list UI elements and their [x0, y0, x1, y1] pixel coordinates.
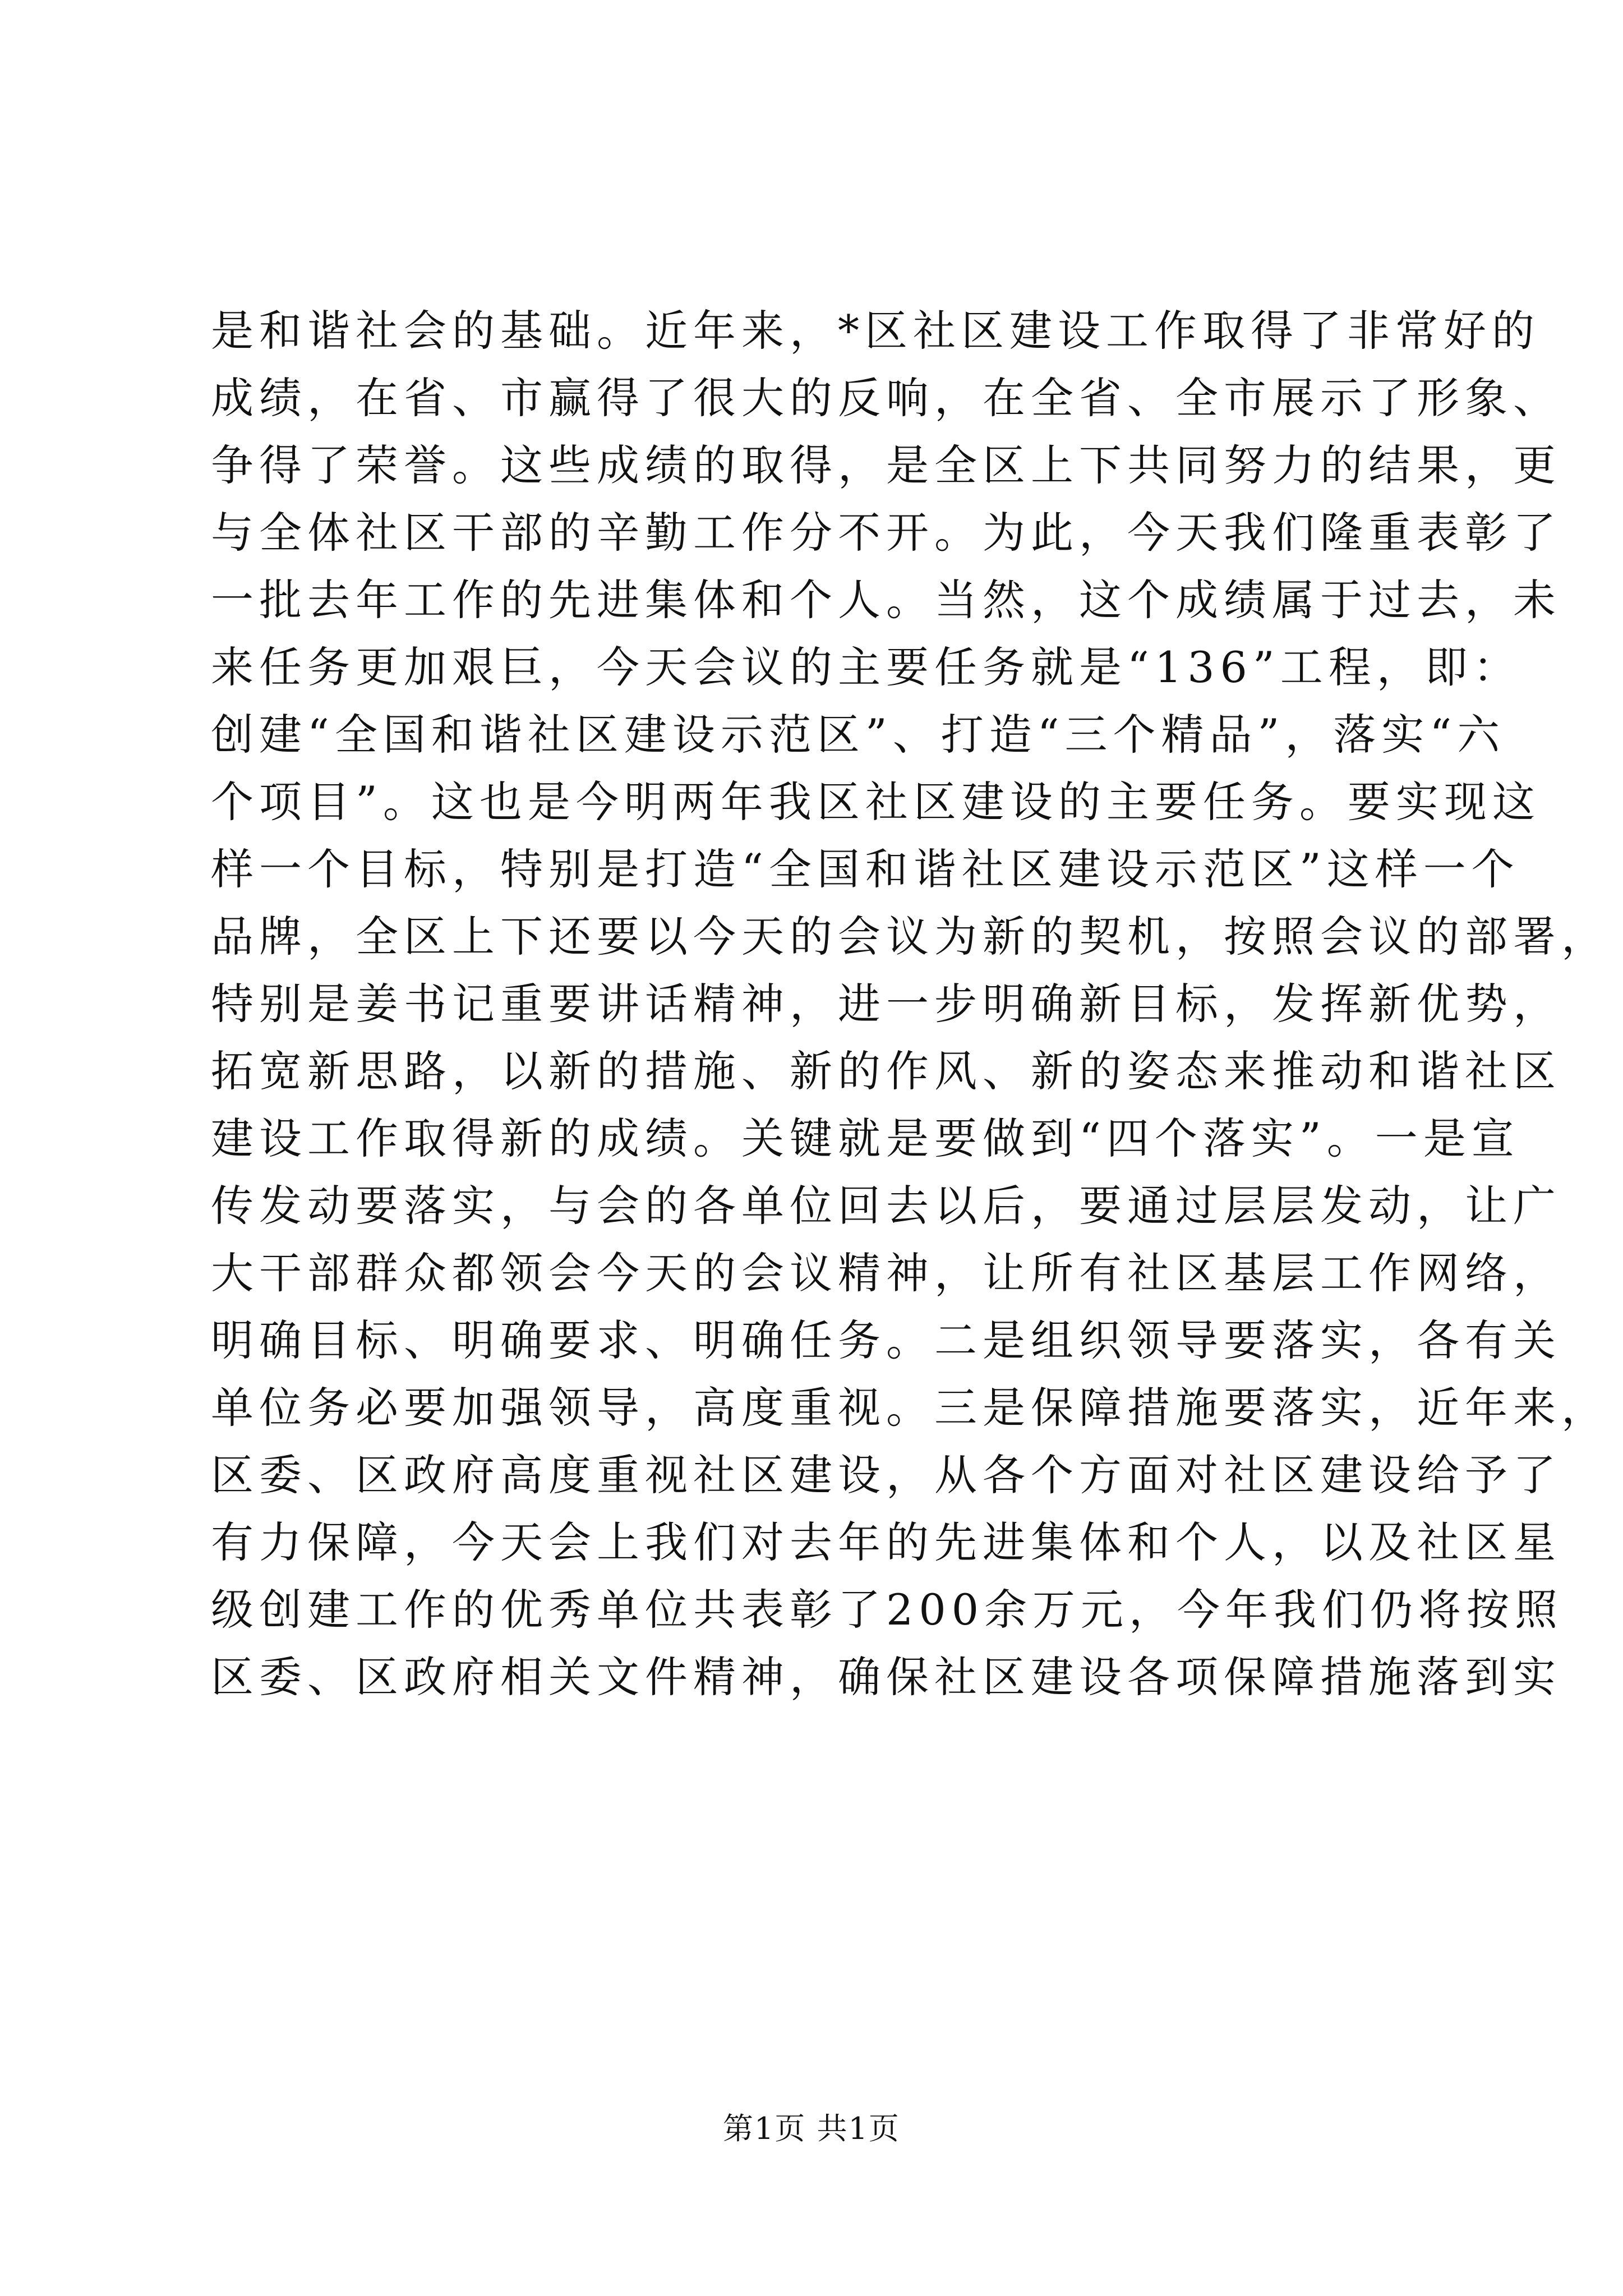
text-line: 传发动要落实，与会的各单位回去以后，要通过层层发动，让广: [211, 1181, 1561, 1231]
body-paragraph: [211, 297, 1610, 1711]
text-line: 单位务必要加强领导，高度重视。三是保障措施要落实，近年来，: [211, 1383, 1610, 1433]
text-line: 有力保障，今天会上我们对去年的先进集体和个人，以及社区星: [211, 1517, 1561, 1567]
text-line: 品牌，全区上下还要以今天的会议为新的契机，按照会议的部署，: [211, 912, 1610, 961]
text-line: 拓宽新思路，以新的措施、新的作风、新的姿态来推动和谐社区: [211, 1046, 1561, 1096]
text-line: 区委、区政府高度重视社区建设，从各个方面对社区建设给予了: [211, 1450, 1561, 1500]
text-line: 与全体社区干部的辛勤工作分不开。为此，今天我们隆重表彰了: [211, 508, 1561, 558]
text-line: 大干部群众都领会今天的会议精神，让所有社区基层工作网络，: [211, 1248, 1561, 1298]
text-line: 特别是姜书记重要讲话精神，进一步明确新目标，发挥新优势，: [211, 979, 1561, 1029]
text-line: 区委、区政府相关文件精神，确保社区建设各项保障措施落到实: [211, 1652, 1561, 1702]
text-line: 一批去年工作的先进集体和个人。当然，这个成绩属于过去，未: [211, 575, 1561, 625]
page-number-footer: 第1页 共1页: [723, 2111, 900, 2146]
text-line: 个项目”。这也是今明两年我区社区建设的主要任务。要实现这: [211, 777, 1541, 827]
text-line: 来任务更加艰巨，今天会议的主要任务就是“136”工程，即：: [211, 642, 1521, 692]
text-line: 争得了荣誉。这些成绩的取得，是全区上下共同努力的结果，更: [211, 440, 1561, 490]
text-line: 建设工作取得新的成绩。关键就是要做到“四个落实”。一是宣: [211, 1114, 1520, 1163]
text-line: 创建“全国和谐社区建设示范区”、打造“三个精品”，落实“六: [211, 710, 1506, 760]
text-line: 样一个目标，特别是打造“全国和谐社区建设示范区”这样一个: [211, 844, 1520, 894]
text-line: 级创建工作的优秀单位共表彰了200余万元，今年我们仍将按照: [211, 1585, 1564, 1635]
text-line: 是和谐社会的基础。近年来，*区社区建设工作取得了非常好的: [211, 306, 1540, 356]
text-line: 成绩，在省、市赢得了很大的反响，在全省、全市展示了形象、: [211, 373, 1561, 423]
text-line: 明确目标、明确要求、明确任务。二是组织领导要落实，各有关: [211, 1315, 1561, 1365]
